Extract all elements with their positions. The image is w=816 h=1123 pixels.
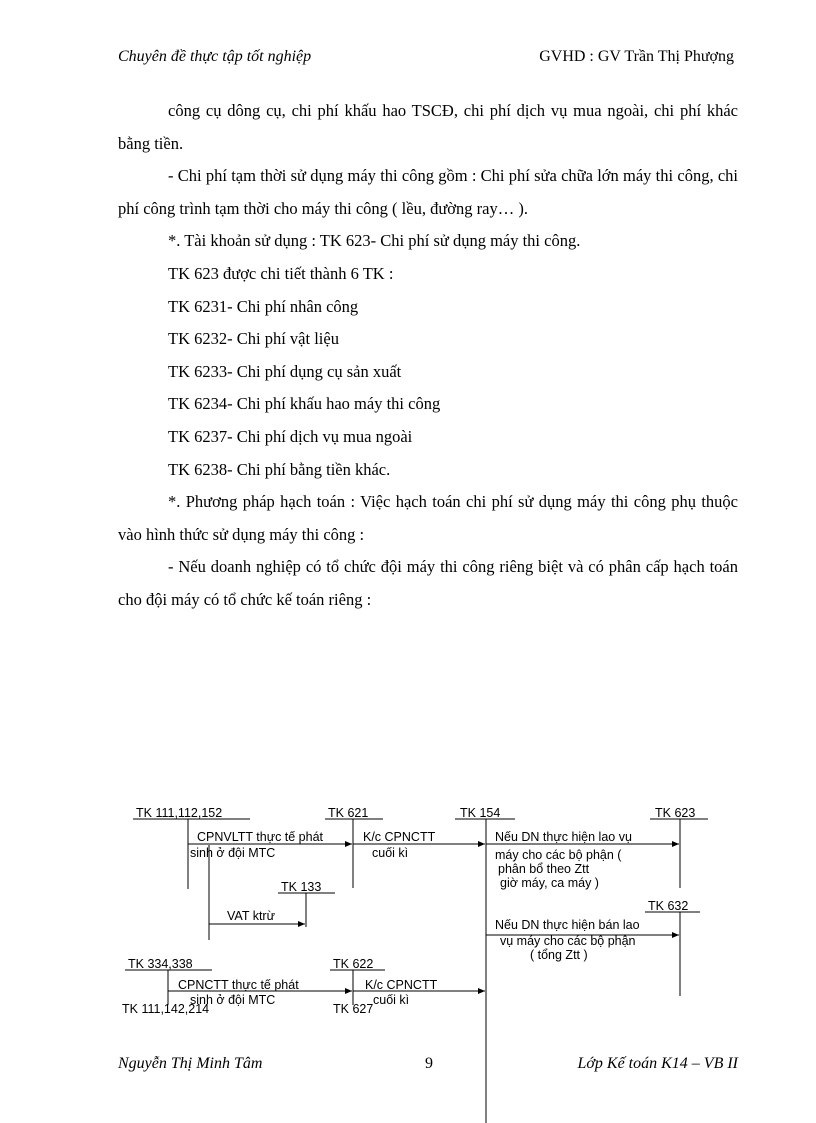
footer-author: Nguyễn Thị Minh Tâm xyxy=(118,1055,263,1072)
account-item: TK 6231- Chi phí nhân công xyxy=(168,296,359,316)
account-item: TK 6232- Chi phí vật liệu xyxy=(168,329,339,349)
paragraph: *. Tài khoản sử dụng : TK 623- Chi phí sử dụng máy thi công. xyxy=(168,231,581,251)
flow-label: cuối kì xyxy=(372,846,409,860)
account-label: TK 133 xyxy=(281,880,322,894)
account-item: TK 6237- Chi phí dịch vụ mua ngoài xyxy=(168,426,413,446)
header-title: Chuyên đề thực tập tốt nghiệp xyxy=(118,48,312,65)
account-label: TK 154 xyxy=(460,806,501,820)
account-label: TK 111,112,152 xyxy=(136,806,223,820)
flow-label: máy cho các bộ phận ( xyxy=(495,848,622,862)
flow-label: CPNVLTT thực tế phát xyxy=(197,830,324,844)
flow-label: sinh ở đội MTC xyxy=(190,846,276,860)
account-label: TK 632 xyxy=(648,899,689,913)
footer-class: Lớp Kế toán K14 – VB II xyxy=(577,1055,738,1072)
account-item: TK 6238- Chi phí bằng tiền khác. xyxy=(168,459,391,479)
flow-label: giờ máy, ca máy ) xyxy=(500,876,599,890)
paragraph: *. Phương pháp hạch toán : Việc hạch toán chi phí sử dụng máy thi công phụ thuộc vào hình thức sử dụng máy thi công : xyxy=(118,492,738,544)
account-label: TK 621 xyxy=(328,806,369,820)
account-label: TK 111,142,214 xyxy=(122,1002,210,1016)
account-item: TK 6233- Chi phí dụng cụ sản xuất xyxy=(168,361,402,381)
flow-label: VAT ktrừ xyxy=(227,909,275,923)
flow-label: Nếu DN thực hiện bán lao xyxy=(495,918,640,932)
flow-label: K/c CPNCTT xyxy=(365,978,438,992)
paragraph: TK 623 được chi tiết thành 6 TK : xyxy=(168,263,394,283)
paragraph: công cụ dông cụ, chi phí khấu hao TSCĐ, chi phí dịch vụ mua ngoài, chi phí khác bằng tiền. xyxy=(118,101,738,153)
flow-label: phân bổ theo Ztt xyxy=(498,862,590,876)
paragraph: - Nếu doanh nghiệp có tổ chức đội máy thi công riêng biệt và có phân cấp hạch toán cho đội máy có tổ chức kế toán riêng : xyxy=(118,557,738,609)
flow-label: K/c CPNCTT xyxy=(363,830,436,844)
account-item: TK 6234- Chi phí khấu hao máy thi công xyxy=(168,394,441,414)
flow-label: CPNCTT thực tế phát xyxy=(178,978,299,992)
account-label: TK 622 xyxy=(333,957,374,971)
paragraph: - Chi phí tạm thời sử dụng máy thi công gồm : Chi phí sửa chữa lớn máy thi công, chi phí công trình tạm thời cho máy thi công ( lều, đường ray… ). xyxy=(118,166,738,218)
flow-label: Nếu DN thực hiện lao vụ xyxy=(495,830,632,844)
page-number: 9 xyxy=(425,1055,433,1072)
flow-label: ( tổng Ztt ) xyxy=(530,948,588,962)
flow-label: vụ máy cho các bộ phận xyxy=(500,934,636,948)
flow-label: sinh ở đội MTC xyxy=(190,993,276,1007)
header-supervisor: GVHD : GV Trần Thị Phượng xyxy=(539,48,734,65)
account-label: TK 627 xyxy=(333,1002,374,1016)
page-footer xyxy=(118,1055,738,1079)
account-label: TK 334,338 xyxy=(128,957,193,971)
flow-label: cuối kì xyxy=(373,993,410,1007)
account-label: TK 623 xyxy=(655,806,696,820)
